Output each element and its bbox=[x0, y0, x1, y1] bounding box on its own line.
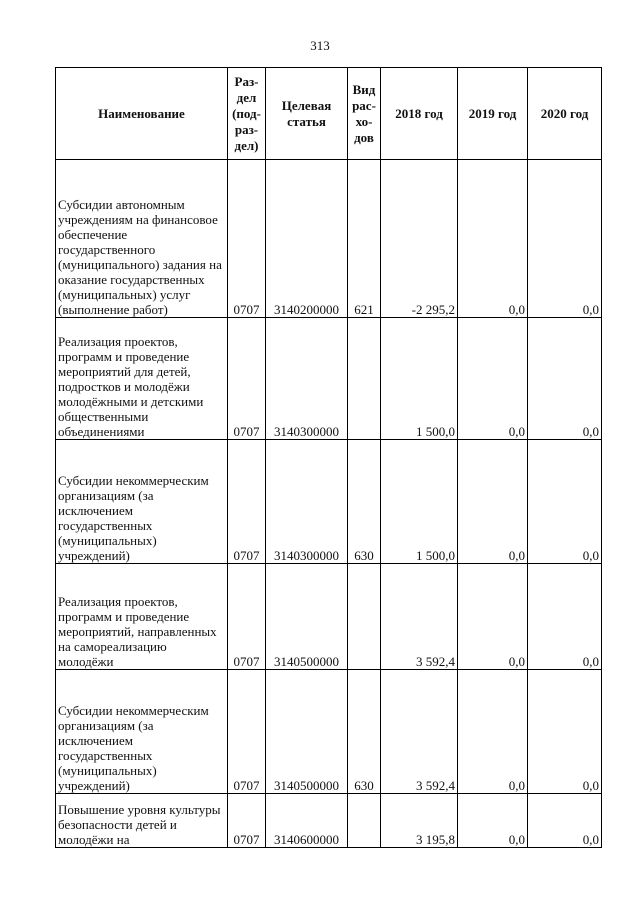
row-target: 3140300000 bbox=[266, 318, 348, 440]
row-section: 0707 bbox=[228, 670, 266, 794]
row-expense bbox=[348, 794, 381, 848]
row-target: 3140200000 bbox=[266, 160, 348, 318]
row-2018: 1 500,0 bbox=[381, 440, 458, 564]
row-target: 3140300000 bbox=[266, 440, 348, 564]
table-row bbox=[56, 440, 602, 564]
row-2020: 0,0 bbox=[528, 318, 602, 440]
row-2020: 0,0 bbox=[528, 160, 602, 318]
row-target: 3140500000 bbox=[266, 564, 348, 670]
row-2018: 3 592,4 bbox=[381, 670, 458, 794]
table-row bbox=[56, 318, 602, 440]
row-expense: 630 bbox=[348, 440, 381, 564]
page-number: 313 bbox=[310, 38, 330, 53]
row-2020: 0,0 bbox=[528, 440, 602, 564]
row-section: 0707 bbox=[228, 160, 266, 318]
header-section: Раз- дел (под- раз- дел) bbox=[228, 68, 266, 160]
row-2019: 0,0 bbox=[458, 160, 528, 318]
row-name: Повышение уровня культуры безопасности детей и молодёжи на bbox=[56, 794, 228, 848]
header-name: Наименование bbox=[56, 68, 228, 160]
row-target: 3140500000 bbox=[266, 670, 348, 794]
row-2020: 0,0 bbox=[528, 670, 602, 794]
header-2019: 2019 год bbox=[458, 68, 528, 160]
row-name: Реализация проектов, программ и проведение мероприятий для детей, подростков и молодёжи молодёжными и детскими общественными объединениями bbox=[56, 318, 228, 440]
table-row bbox=[56, 160, 602, 318]
table-row bbox=[56, 670, 602, 794]
budget-table bbox=[55, 67, 602, 848]
row-2018: -2 295,2 bbox=[381, 160, 458, 318]
row-name: Реализация проектов, программ и проведение мероприятий, направленных на самореализацию молодёжи bbox=[56, 564, 228, 670]
row-2019: 0,0 bbox=[458, 670, 528, 794]
row-name: Субсидии некоммерческим организациям (за исключением государственных (муниципальных) учреждений) bbox=[56, 440, 228, 564]
row-section: 0707 bbox=[228, 564, 266, 670]
header-expense: Вид рас- хо- дов bbox=[348, 68, 381, 160]
row-2019: 0,0 bbox=[458, 564, 528, 670]
row-2019: 0,0 bbox=[458, 318, 528, 440]
row-expense: 621 bbox=[348, 160, 381, 318]
row-expense bbox=[348, 564, 381, 670]
table-row bbox=[56, 564, 602, 670]
row-target: 3140600000 bbox=[266, 794, 348, 848]
row-2020: 0,0 bbox=[528, 794, 602, 848]
row-section: 0707 bbox=[228, 440, 266, 564]
row-2019: 0,0 bbox=[458, 794, 528, 848]
row-2018: 3 195,8 bbox=[381, 794, 458, 848]
row-section: 0707 bbox=[228, 318, 266, 440]
row-expense: 630 bbox=[348, 670, 381, 794]
row-section: 0707 bbox=[228, 794, 266, 848]
header-2018: 2018 год bbox=[381, 68, 458, 160]
header-2020: 2020 год bbox=[528, 68, 602, 160]
row-2020: 0,0 bbox=[528, 564, 602, 670]
table-row bbox=[56, 794, 602, 848]
table-header-row bbox=[56, 68, 602, 160]
row-name: Субсидии некоммерческим организациям (за исключением государственных (муниципальных) учреждений) bbox=[56, 670, 228, 794]
row-2018: 3 592,4 bbox=[381, 564, 458, 670]
header-target: Целевая статья bbox=[266, 68, 348, 160]
row-expense bbox=[348, 318, 381, 440]
row-2018: 1 500,0 bbox=[381, 318, 458, 440]
row-2019: 0,0 bbox=[458, 440, 528, 564]
row-name: Субсидии автономным учреждениям на финансовое обеспечение государственного (муниципального) задания на оказание государственных (муниципальных) услуг (выполнение работ) bbox=[56, 160, 228, 318]
